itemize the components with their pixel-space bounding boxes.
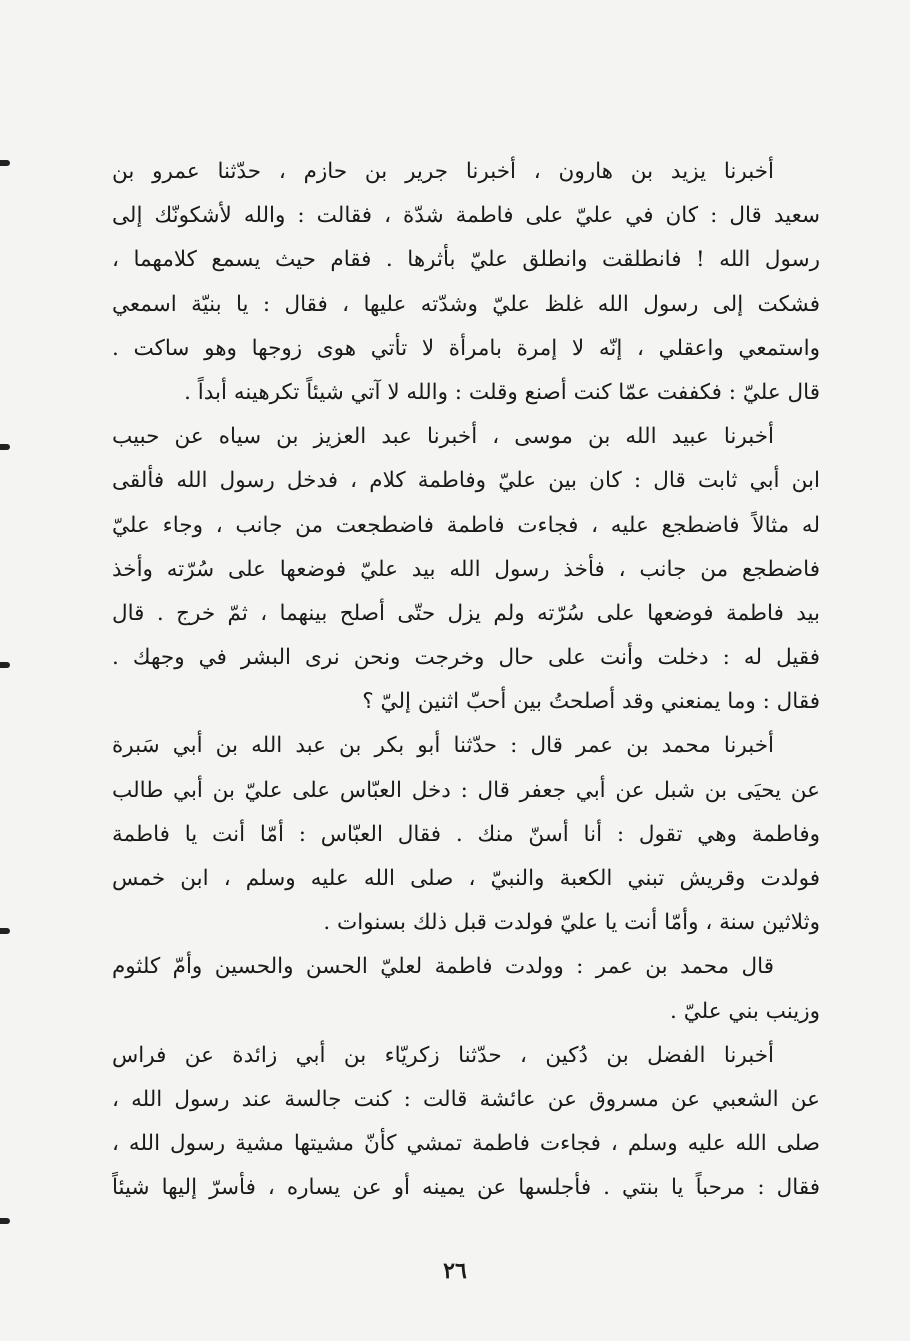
- text-line: فقال : وما يمنعني وقد أصلحتُ بين أحبّ اثنين إليّ ؟: [362, 689, 820, 715]
- text-line: وثلاثين سنة ، وأمّا أنت يا عليّ فولدت قبل ذلك بسنوات .: [323, 910, 820, 936]
- text-line: فشكت إلى رسول الله غلظ عليّ وشدّته عليها ، فقال : يا بنيّة اسمعي: [112, 291, 820, 317]
- margin-mark: [0, 662, 10, 668]
- text-line: وزينب بني عليّ .: [670, 998, 820, 1024]
- text-line: عن يحيَى بن شبل عن أبي جعفر قال : دخل العبّاس على عليّ بن أبي طالب: [112, 777, 820, 803]
- text-line: سعيد قال : كان في عليّ على فاطمة شدّة ، فقالت : والله لأشكونّك إلى: [112, 203, 820, 229]
- text-line: قال محمد بن عمر : وولدت فاطمة لعليّ الحسن والحسين وأمّ كلثوم: [112, 954, 774, 980]
- text-line: رسول الله ! فانطلقت وانطلق عليّ بأثرها . فقام حيث يسمع كلامهما ،: [112, 247, 820, 273]
- text-line: وفاطمة وهي تقول : أنا أسنّ منك . فقال العبّاس : أمّا أنت يا فاطمة: [112, 821, 820, 847]
- text-line: أخبرنا الفضل بن دُكين ، حدّثنا زكريّاء بن أبي زائدة عن فراس: [112, 1042, 774, 1068]
- text-line: فولدت وقريش تبني الكعبة والنبيّ ، صلى الله عليه وسلم ، ابن خمس: [112, 866, 820, 891]
- text-line: فقيل له : دخلت وأنت على حال وخرجت ونحن نرى البشر في وجهك .: [112, 645, 820, 671]
- text-line: أخبرنا يزيد بن هارون ، أخبرنا جرير بن حازم ، حدّثنا عمرو بن: [112, 159, 774, 184]
- text-line: واستمعي واعقلي ، إنّه لا إمرة بامرأة لا تأتي هوى زوجها وهو ساكت .: [112, 335, 820, 361]
- text-line: ابن أبي ثابت قال : كان بين عليّ وفاطمة كلام ، فدخل رسول الله فألقى: [112, 468, 820, 494]
- margin-mark: [0, 1218, 10, 1224]
- text-line: فقال : مرحباً يا بنتي . فأجلسها عن يمينه أو عن يساره ، فأسرّ إليها شيئاً: [112, 1175, 820, 1201]
- margin-mark: [0, 160, 10, 166]
- body-text: [112, 150, 820, 1211]
- text-line: أخبرنا عبيد الله بن موسى ، أخبرنا عبد العزيز بن سياه عن حبيب: [112, 424, 774, 450]
- margin-mark: [0, 444, 10, 450]
- page-number: ٢٦: [443, 1258, 467, 1284]
- text-line: قال عليّ : فكففت عمّا كنت أصنع وقلت : والله لا آتي شيئاً تكرهينه أبداً .: [184, 379, 820, 405]
- text-line: أخبرنا محمد بن عمر قال : حدّثنا أبو بكر بن عبد الله بن أبي سَبرة: [112, 733, 774, 759]
- text-line: له مثالاً فاضطجع عليه ، فجاءت فاطمة فاضطجعت من جانب ، وجاء عليّ: [112, 512, 820, 538]
- text-line: فاضطجع من جانب ، فأخذ رسول الله بيد عليّ فوضعها على سُرّته وأخذ: [112, 556, 820, 582]
- margin-mark: [0, 928, 10, 934]
- text-line: صلى الله عليه وسلم ، فجاءت فاطمة تمشي كأنّ مشيتها مشية رسول الله ،: [112, 1131, 820, 1157]
- text-line: بيد فاطمة فوضعها على سُرّته ولم يزل حتّى أصلح بينهما ، ثمّ خرج . قال: [112, 600, 820, 626]
- text-line: عن الشعبي عن مسروق عن عائشة قالت : كنت جالسة عند رسول الله ،: [112, 1086, 820, 1112]
